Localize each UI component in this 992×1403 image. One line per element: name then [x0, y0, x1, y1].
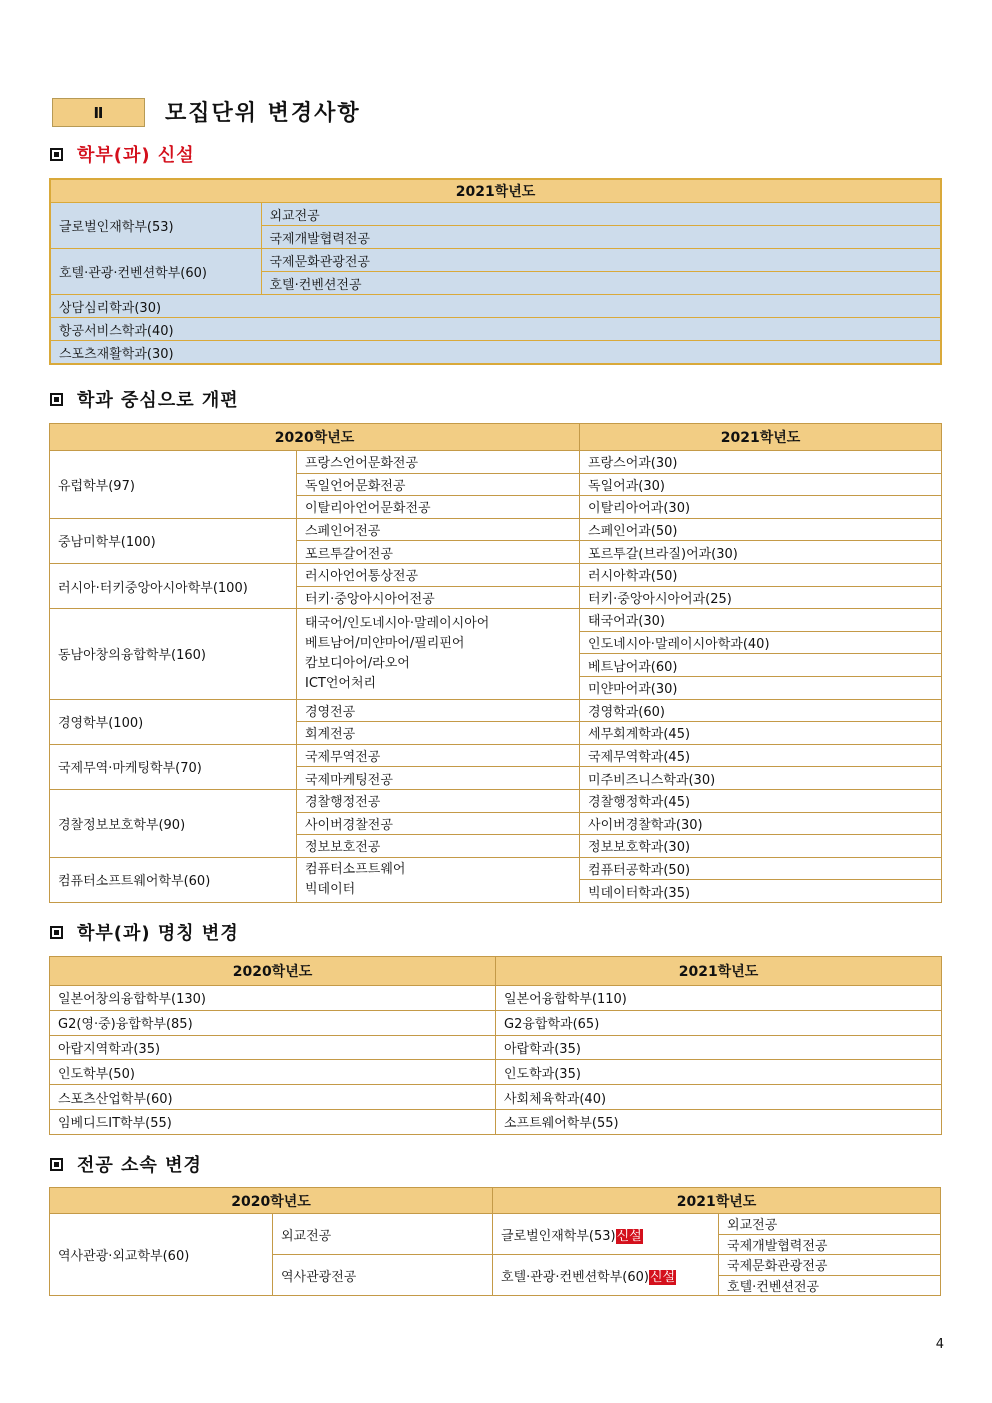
table-row: [50, 1035, 942, 1060]
new-dept-cell: 미얀마어과(30): [580, 676, 942, 699]
header-2021: 2021학년도: [493, 1188, 941, 1214]
table-row: [50, 203, 941, 226]
new-dept-cell: 스페인어과(50): [580, 518, 942, 541]
dept-cell: 항공서비스학과(40): [50, 318, 941, 341]
new-dept-cell: 경찰행정학과(45): [580, 789, 942, 812]
new-dept-cell: 프랑스어과(30): [580, 451, 942, 474]
new-dept-cell: 독일어과(30): [580, 473, 942, 496]
major-affiliation-table: [49, 1187, 941, 1296]
header-2020: 2020학년도: [50, 424, 580, 451]
dept-cell: 컴퓨터소프트웨어학부(60): [50, 857, 297, 902]
subsection-name-change: [50, 919, 239, 945]
new-dept-cell: 컴퓨터공학과(50): [580, 857, 942, 880]
new-badge: 신설: [650, 1269, 676, 1285]
subsection-reorganization: [50, 386, 239, 412]
table-row: [50, 609, 942, 632]
table-row: [50, 318, 941, 341]
header-2020: 2020학년도: [50, 1188, 493, 1214]
dept-cell: 스포츠재활학과(30): [50, 341, 941, 365]
major-cell: 독일언어문화전공: [297, 473, 580, 496]
name-change-table: [49, 956, 942, 1135]
new-dept-cell: 사이버경찰학과(30): [580, 812, 942, 835]
square-bullet-icon: [50, 926, 63, 939]
dept-cell: 호텔·관광·컨벤션학부(60): [50, 249, 261, 295]
major-line: ICT언어처리: [305, 675, 377, 691]
table-row: [50, 744, 942, 767]
major-cell: 러시아언어통상전공: [297, 563, 580, 586]
dept-cell: 역사관광·외교학부(60): [50, 1214, 273, 1296]
table-row: [50, 1060, 942, 1085]
section-number-badge: Ⅱ: [52, 98, 145, 127]
major-list-cell: [297, 857, 580, 902]
section-title: 모집단위 변경사항: [165, 101, 361, 126]
table-row: [50, 1214, 941, 1235]
subsection-new-departments: [50, 141, 195, 167]
old-name-cell: G2(영·중)융합학부(85): [50, 1010, 496, 1035]
subsection-title: 전공 소속 변경: [77, 1155, 202, 1176]
dept-cell: 글로벌인재학부(53): [50, 203, 261, 249]
major-cell: 포르투갈어전공: [297, 541, 580, 564]
new-dept-cell: 인도네시아·말레이시아학과(40): [580, 631, 942, 654]
new-name-cell: 일본어융합학부(110): [496, 986, 942, 1011]
new-dept-cell: 세무회계학과(45): [580, 722, 942, 745]
dept-cell: 국제무역·마케팅학부(70): [50, 744, 297, 789]
table-header: 2021학년도: [50, 179, 941, 203]
header-2021: 2021학년도: [496, 957, 942, 986]
dept-cell: 경영학부(100): [50, 699, 297, 744]
major-cell: 외교전공: [273, 1214, 493, 1255]
new-name-cell: 인도학과(35): [496, 1060, 942, 1085]
dept-cell: 중남미학부(100): [50, 518, 297, 563]
major-cell: 이탈리아언어문화전공: [297, 496, 580, 519]
dept-cell: 상담심리학과(30): [50, 295, 941, 318]
subsection-title: 학부(과) 신설: [77, 145, 195, 166]
table-row: [50, 1010, 942, 1035]
square-bullet-icon: [50, 1158, 63, 1171]
new-dept-cell: [493, 1214, 719, 1255]
new-dept-cell: 포르투갈(브라질)어과(30): [580, 541, 942, 564]
major-cell: 국제문화관광전공: [261, 249, 941, 272]
major-cell: 외교전공: [261, 203, 941, 226]
new-name-cell: 사회체육학과(40): [496, 1085, 942, 1110]
major-line: 컴퓨터소프트웨어: [305, 861, 406, 877]
old-name-cell: 일본어창의융합학부(130): [50, 986, 496, 1011]
dept-cell: 유럽학부(97): [50, 451, 297, 519]
subsection-major-affiliation: [50, 1151, 202, 1177]
major-cell: 국제무역전공: [297, 744, 580, 767]
new-dept-cell: [493, 1255, 719, 1296]
major-cell: 스페인어전공: [297, 518, 580, 541]
new-dept-cell: 미주비즈니스학과(30): [580, 767, 942, 790]
major-list-cell: [297, 609, 580, 699]
new-dept-cell: 러시아학과(50): [580, 563, 942, 586]
new-dept-cell: 국제무역학과(45): [580, 744, 942, 767]
new-major-cell: 국제문화관광전공: [719, 1255, 941, 1276]
old-name-cell: 임베디드IT학부(55): [50, 1109, 496, 1134]
new-name-cell: 아랍학과(35): [496, 1035, 942, 1060]
table-row: [50, 986, 942, 1011]
major-cell: 국제개발협력전공: [261, 226, 941, 249]
major-cell: 회계전공: [297, 722, 580, 745]
major-cell: 프랑스언어문화전공: [297, 451, 580, 474]
dept-cell: 경찰정보보호학부(90): [50, 789, 297, 857]
table-row: [50, 295, 941, 318]
new-badge: 신설: [616, 1228, 642, 1244]
major-line: 빅데이터: [305, 881, 356, 897]
table-row: [50, 789, 942, 812]
major-cell: 경찰행정전공: [297, 789, 580, 812]
table-row: [50, 518, 942, 541]
reorganization-table: [49, 423, 942, 903]
table-row: [50, 451, 942, 474]
dept-cell: 동남아창의융합학부(160): [50, 609, 297, 699]
old-name-cell: 인도학부(50): [50, 1060, 496, 1085]
new-dept-cell: 베트남어과(60): [580, 654, 942, 677]
major-line: 캄보디아어/라오어: [305, 655, 410, 671]
table-row: [50, 699, 942, 722]
table-row: [50, 563, 942, 586]
table-row: [50, 1085, 942, 1110]
major-line: 태국어/인도네시아·말레이시아어: [305, 615, 490, 631]
header-2021: 2021학년도: [580, 424, 942, 451]
subsection-title: 학부(과) 명칭 변경: [77, 923, 239, 944]
dept-name: 호텔·관광·컨벤션학부(60): [501, 1269, 649, 1285]
new-name-cell: 소프트웨어학부(55): [496, 1109, 942, 1134]
major-cell: 국제마케팅전공: [297, 767, 580, 790]
major-cell: 호텔·컨벤션전공: [261, 272, 941, 295]
new-dept-cell: 빅데이터학과(35): [580, 880, 942, 903]
old-name-cell: 아랍지역학과(35): [50, 1035, 496, 1060]
old-name-cell: 스포츠산업학부(60): [50, 1085, 496, 1110]
page-number: 4: [935, 1337, 944, 1352]
new-dept-cell: 이탈리아어과(30): [580, 496, 942, 519]
header-2020: 2020학년도: [50, 957, 496, 986]
major-cell: 사이버경찰전공: [297, 812, 580, 835]
table-row: [50, 341, 941, 365]
major-cell: 역사관광전공: [273, 1255, 493, 1296]
major-cell: 경영전공: [297, 699, 580, 722]
table-row: [50, 1109, 942, 1134]
new-name-cell: G2융합학과(65): [496, 1010, 942, 1035]
major-cell: 정보보호전공: [297, 835, 580, 858]
dept-cell: 러시아·터키중앙아시아학부(100): [50, 563, 297, 608]
major-line: 베트남어/미얀마어/필리핀어: [305, 635, 465, 651]
new-major-cell: 호텔·컨벤션전공: [719, 1275, 941, 1296]
square-bullet-icon: [50, 148, 63, 161]
table-row: [50, 249, 941, 272]
new-dept-cell: 정보보호학과(30): [580, 835, 942, 858]
new-major-cell: 국제개발협력전공: [719, 1234, 941, 1255]
new-dept-cell: 태국어과(30): [580, 609, 942, 632]
table-row: [50, 857, 942, 880]
new-dept-cell: 경영학과(60): [580, 699, 942, 722]
major-cell: 터키·중앙아시아어전공: [297, 586, 580, 609]
dept-name: 글로벌인재학부(53): [501, 1228, 616, 1244]
subsection-title: 학과 중심으로 개편: [77, 390, 239, 411]
square-bullet-icon: [50, 393, 63, 406]
new-major-cell: 외교전공: [719, 1214, 941, 1235]
new-dept-cell: 터키·중앙아시아어과(25): [580, 586, 942, 609]
new-departments-table: [49, 178, 942, 365]
